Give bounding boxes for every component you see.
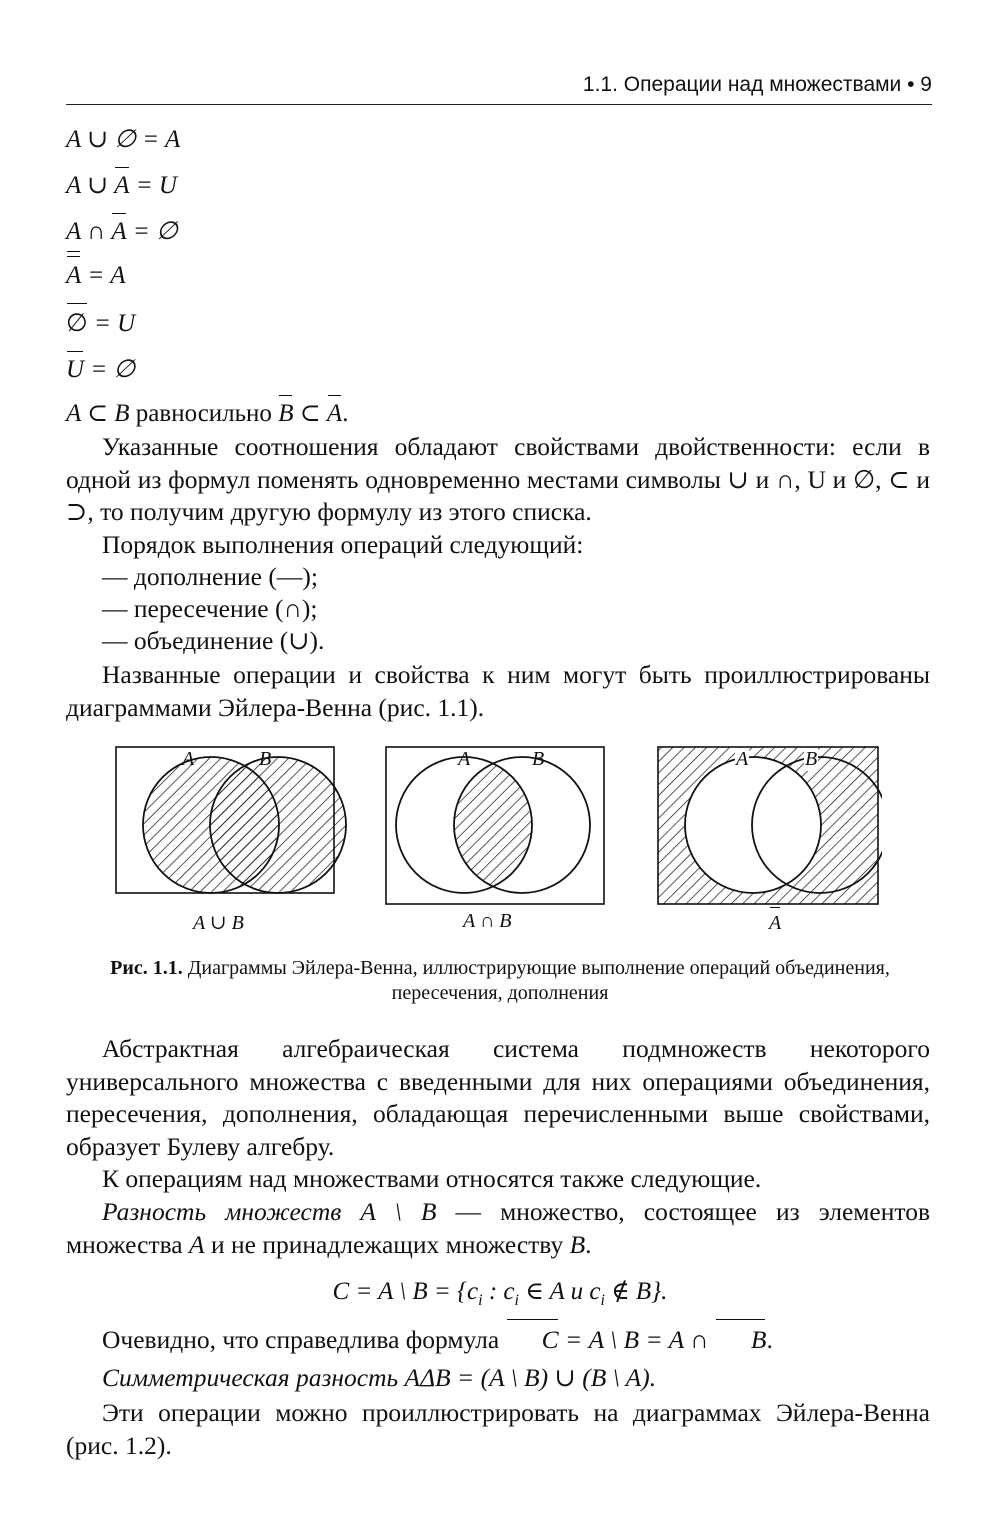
identity-4-double-complement: A bbox=[66, 262, 82, 289]
identity-5-complement: ∅ bbox=[66, 310, 88, 337]
identity-3 bbox=[66, 216, 178, 246]
identity-1-text: A ∪ ∅ = A bbox=[66, 126, 181, 153]
identity-7-a-complement: A bbox=[326, 400, 343, 427]
difference-formula bbox=[0, 1276, 1000, 1310]
identity-1 bbox=[66, 124, 180, 154]
figure-venn-diagrams bbox=[112, 742, 882, 942]
diagram-2-operation: A ∩ B bbox=[463, 910, 512, 932]
paragraph-euler-intro bbox=[66, 659, 930, 724]
obvious-mid: = A \ B = A ∩ bbox=[558, 1325, 715, 1354]
identity-7-word: равносильно bbox=[135, 400, 272, 427]
order-item-3-text: — объединение (∪). bbox=[102, 626, 325, 655]
identity-2-complement: A bbox=[114, 172, 130, 199]
formula-sub-3: i bbox=[600, 1292, 605, 1309]
diagram-1-label-b: B bbox=[259, 748, 272, 770]
formula-part-4: ∉ B}. bbox=[604, 1278, 668, 1305]
order-item-1-text: — дополнение (—); bbox=[102, 562, 318, 591]
formula-sub-1: i bbox=[478, 1292, 483, 1309]
diagram-3-label-b: B bbox=[805, 748, 818, 770]
obvious-prefix: Очевидно, что справедлива формула bbox=[102, 1325, 506, 1354]
diagram-1-label-a: A bbox=[182, 748, 195, 770]
identity-7-left: A ⊂ B bbox=[66, 400, 130, 427]
paragraph-boolean-text: Абстрактная алгебраическая система подмножеств некоторого универсального множества с введенными для них операциями объединения, пересечения, дополнения, обладающая перечисленными выше свойствами, образует Булеву алгебру. bbox=[66, 1034, 930, 1161]
obvious-b-complement: B bbox=[715, 1324, 767, 1357]
identity-4 bbox=[66, 262, 125, 290]
identity-3-left: A ∩ bbox=[66, 218, 112, 245]
identity-6-complement: U bbox=[66, 356, 85, 383]
figure-caption bbox=[100, 956, 900, 1006]
difference-def2: и не принадлежащих множеству bbox=[204, 1229, 570, 1259]
paragraph-obvious bbox=[66, 1324, 930, 1357]
diagram-1-operation: A ∪ B bbox=[193, 912, 244, 934]
paragraph-order-intro bbox=[66, 529, 930, 562]
formula-part-1: C = A \ B = {c bbox=[332, 1278, 479, 1305]
order-item-2 bbox=[102, 593, 902, 626]
difference-set-b: B bbox=[569, 1229, 586, 1259]
paragraph-difference bbox=[66, 1196, 930, 1261]
diagram-2-label-b: B bbox=[532, 748, 545, 770]
symmetric-formula: AΔB = (A \ B) ∪ (B \ A). bbox=[398, 1363, 657, 1392]
paragraph-symmetric bbox=[66, 1362, 930, 1395]
circle-a-3 bbox=[685, 757, 821, 893]
identity-7 bbox=[66, 398, 348, 428]
obvious-end: . bbox=[766, 1325, 773, 1354]
order-item-1 bbox=[102, 561, 902, 594]
paragraph-last-text: Эти операции можно проиллюстрировать на диаграммах Эйлера-Венна (рис. 1.2). bbox=[66, 1398, 930, 1460]
caption-text: Диаграммы Эйлера-Венна, иллюстрирующие выполнение операций объединения, пересечения, дополнения bbox=[182, 957, 890, 1004]
diagram-2-label-a: A bbox=[458, 748, 471, 770]
difference-def: — множество, состоящее из элементов множества bbox=[66, 1197, 930, 1259]
difference-set-a: A bbox=[189, 1229, 205, 1259]
obvious-c-complement: C bbox=[506, 1324, 559, 1357]
formula-part-2: : c bbox=[482, 1278, 515, 1305]
identity-6-right: = ∅ bbox=[84, 356, 136, 383]
identity-2-right: = U bbox=[129, 172, 177, 199]
difference-term: Разность множеств A \ B bbox=[102, 1197, 437, 1226]
paragraph-also bbox=[66, 1163, 930, 1196]
paragraph-order-intro-text: Порядок выполнения операций следующий: bbox=[102, 530, 584, 559]
paragraph-duality bbox=[66, 431, 930, 529]
formula-sub-2: i bbox=[514, 1292, 519, 1309]
identity-3-complement: A bbox=[111, 218, 127, 245]
diagram-3-operation: A bbox=[769, 912, 782, 934]
identity-2-left: A ∪ bbox=[66, 172, 115, 199]
identity-5-right: = U bbox=[87, 310, 136, 337]
paragraph-boolean bbox=[66, 1033, 930, 1163]
formula-part-3: ∈ A и c bbox=[518, 1278, 601, 1305]
diagram-3-label-a: A bbox=[736, 748, 749, 770]
paragraph-duality-text: Указанные соотношения обладают свойствами двойственности: если в одной из формул поменять одновременно местами символы ∪ и ∩, U и ∅, ⊂ и ⊃, то получим другую формулу из этого списка. bbox=[66, 432, 930, 526]
paragraph-euler-intro-text: Названные операции и свойства к ним могут быть проиллюстрированы диаграммами Эйлера-Венна (рис. 1.1). bbox=[66, 660, 930, 722]
identity-2 bbox=[66, 170, 177, 200]
identity-3-right: = ∅ bbox=[126, 218, 178, 245]
paragraph-last bbox=[66, 1397, 930, 1462]
paragraph-also-text: К операциям над множествами относятся также следующие. bbox=[102, 1164, 762, 1193]
identity-7-period: . bbox=[342, 400, 349, 427]
identity-7-b-complement: B bbox=[278, 400, 294, 427]
caption-label: Рис. 1.1. bbox=[110, 957, 183, 979]
order-item-3 bbox=[102, 625, 902, 658]
order-item-2-text: — пересечение (∩); bbox=[102, 594, 318, 623]
identity-5 bbox=[66, 308, 135, 338]
identity-4-right: = A bbox=[81, 262, 126, 289]
identity-7-subset: ⊂ bbox=[293, 400, 327, 427]
difference-end: . bbox=[585, 1229, 592, 1259]
symmetric-term: Симметрическая разность bbox=[102, 1363, 399, 1392]
running-header bbox=[66, 70, 932, 105]
running-title: 1.1. Операции над множествами • 9 bbox=[582, 73, 932, 96]
identity-6 bbox=[66, 354, 135, 384]
